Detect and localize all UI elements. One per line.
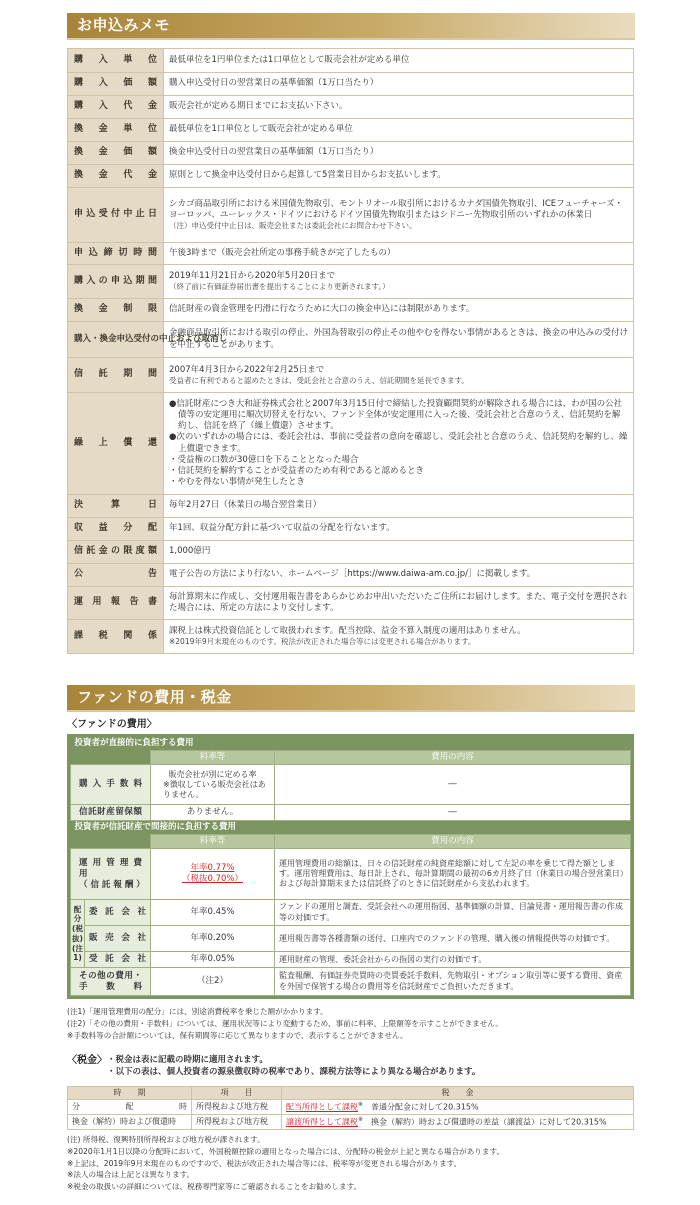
alloc-content: 運用財産の管理、委託会社からの指図の実行の対価です。 (275, 952, 631, 968)
other-fee-label-sub: 手 数 料 (79, 981, 142, 992)
row-label: 換 金 代 金 (68, 165, 164, 188)
row-label: 換 金 価 額 (68, 142, 164, 165)
row-label: 決 算 日 (68, 495, 164, 518)
row-label: 申込受付中止日 (68, 188, 164, 243)
row-value: ・受益権の口数が30億口を下ることとなった場合 (169, 454, 359, 465)
row-label: 信託金の限度額 (68, 541, 164, 564)
row-value: 最低単位を1口単位として販売会社が定める単位 (164, 119, 634, 142)
mgmt-fee-rate: 年率0.77% (190, 863, 235, 874)
alloc-label: 配分 (73, 904, 82, 924)
tax-detail: 普通分配金に対して20.315% (371, 1103, 479, 1113)
col-content-header: 費用の内容 (275, 835, 631, 849)
row-value: 2007年4月3日から2022年2月25日まで (169, 364, 325, 375)
other-fee-content: 監査報酬、有価証券売買時の売買委託手数料、先物取引・オプション取引等に要する費用、資産を外国で保管する場合の費用等を信託財産でご負担いただきます。 (275, 968, 631, 996)
fee-note: (注1)「運用管理費用の配分」には、別途消費税率を乗じた額がかかります。 (67, 1007, 328, 1016)
mgmt-fee-rate-ex: （税抜0.70%） (181, 874, 243, 885)
tax-header: 税 金 (282, 1087, 634, 1100)
row-label: 購入・換金申込受付の中止および取消し (68, 322, 164, 358)
purchase-fee-label: 購 入 手 数 料 (71, 765, 151, 805)
tax-type: 譲渡所得として課税 (286, 1118, 358, 1128)
mgmt-fee-label: 運 用 管 理 費 用 (79, 857, 142, 879)
fee-note: ※手数料等の合計額については、保有期間等に応じて異なりますので、表示することができません。 (67, 1030, 408, 1040)
row-label: 収 益 分 配 (68, 518, 164, 541)
retention-rate: ありません。 (151, 805, 275, 821)
tax-note: ※税金の取扱いの詳細については、税務専門家等にご確認されることをお勧めします。 (67, 1182, 362, 1192)
row-label: 換 金 単 位 (68, 119, 164, 142)
row-value: 年1回、収益分配方針に基づいて収益の分配を行ないます。 (164, 518, 634, 541)
row-note: 受益者に有利であると認めたときは、受託会社と合意のうえ、信託期間を延長できます。 (169, 375, 469, 385)
alloc-rate: 年率0.20% (151, 926, 275, 952)
tax-note: ※2020年1月1日以降の分配時において、外国税額控除の適用となった場合には、分配時の税金が上記と異なる場合があります。 (67, 1146, 505, 1156)
tax-label: 〈税金〉 (67, 1055, 107, 1066)
alloc-content: 運用報告書等各種書類の送付、口座内でのファンドの管理、購入後の情報提供等の対価です。 (275, 926, 631, 952)
fees-heading: ファンドの費用・税金 (67, 685, 635, 710)
row-label: 購 入 価 額 (68, 73, 164, 96)
mgmt-fee-content: 運用管理費用の総額は、日々の信託財産の純資産総額に対して左記の率を乗じて得た額とします。運用管理費用は、毎日計上され、毎計算期間の最初の6カ月終了日（休業日の場合翌営業日）および毎計算期末または信託終了のときに信託財産から支払われます。 (275, 849, 631, 900)
row-value: 販売会社が定める期日までにお支払い下さい。 (164, 96, 634, 119)
purchase-fee-rate: 販売会社が別に定める率 (168, 769, 257, 779)
row-value: ・やむを得ない事情が発生したとき (169, 476, 306, 487)
row-note: （注）申込受付中止日は、販売会社または委託会社にお問合わせ下さい。 (169, 221, 417, 231)
row-value: 原則として換金申込受付日から起算して5営業日目からお支払いします。 (164, 165, 634, 188)
row-value: 購入申込受付日の翌営業日の基準価額（1万口当たり） (164, 73, 634, 96)
tax-mark: ※ (358, 1101, 364, 1109)
tax-bullet: ・以下の表は、個人投資者の源泉徴収時の税率であり、課税方法等により異なる場合があります。 (107, 1067, 481, 1078)
fee-table (67, 734, 634, 999)
indirect-cost-bar: 投資者が信託財産で間接的に負担する費用 (71, 821, 631, 835)
row-label: 運 用 報 告 書 (68, 587, 164, 620)
row-label: 信 託 期 間 (68, 358, 164, 393)
other-fee-rate: （注2） (151, 968, 275, 996)
alloc-content: ファンドの運用と調査、受託会社への運用指図、基準価額の計算、目論見書・運用報告書の作成等の対価です。 (275, 900, 631, 926)
row-value: 換金申込受付日の翌営業日の基準価額（1万口当たり） (164, 142, 634, 165)
row-label: 繰 上 償 還 (68, 393, 164, 495)
alloc-name: 委託会社 (85, 900, 151, 926)
row-value: ●信託財産につき大和証券株式会社と2007年3月15日付で締結した投資顧問契約が解除される場合には、わが国の公社債等の安定運用に順次切替えを行ない、ファンド全体が安定運用に入った後、受託会社と合意のうえ、信託契約を解約し、信託を終了（繰上償還）させます。 (169, 399, 623, 432)
alloc-rate: 年率0.45% (151, 900, 275, 926)
row-label: 換 金 制 限 (68, 299, 164, 322)
row-label: 課 税 関 係 (68, 620, 164, 654)
tax-period: 分 配 時 (68, 1100, 192, 1115)
col-rate-header: 料率等 (151, 835, 275, 849)
row-value: 毎計算期末に作成し、交付運用報告書をあらかじめお申出いただいたご住所にお届けします。また、電子交付を選択された場合には、所定の方法により交付します。 (164, 587, 634, 620)
row-value: 課税上は株式投資信託として取扱われます。配当控除、益金不算入制度の適用はありません。 (169, 626, 526, 637)
tax-type: 配当所得として課税 (286, 1103, 358, 1113)
retention-content: ― (275, 805, 631, 821)
row-value: 1,000億円 (164, 541, 634, 564)
fees-subheading: 〈ファンドの費用〉 (67, 719, 157, 730)
other-fee-label: その他の費用・ (79, 970, 142, 981)
row-value: 最低単位を1円単位または1口単位として販売会社が定める単位 (164, 49, 634, 73)
tax-note: (注) 所得税、復興特別所得税および地方税が課されます。 (67, 1135, 265, 1144)
row-label: 購入の申込期間 (68, 265, 164, 299)
fee-note: (注2)「その他の費用・手数料」については、運用状況等により変動するため、事前に料率、上限額等を示すことができません。 (67, 1018, 503, 1028)
tax-mark: ※ (358, 1116, 364, 1124)
tax-table (67, 1086, 634, 1130)
tax-header: 項 目 (192, 1087, 282, 1100)
row-value: 信託財産の資金管理を円滑に行なうために大口の換金申込には制限があります。 (164, 299, 634, 322)
tax-note: ※法人の場合は上記とは異なります。 (67, 1170, 195, 1180)
row-note: （終了前に有価証券届出書を提出することにより更新されます。） (169, 282, 390, 292)
direct-cost-bar: 投資者が直接的に負担する費用 (71, 737, 631, 751)
tax-item: 所得税および地方税 (192, 1100, 282, 1115)
purchase-fee-content: ― (275, 765, 631, 805)
tax-header: 時 期 (68, 1087, 192, 1100)
alloc-name: 受託会社 (85, 952, 151, 968)
row-label: 申込締切時間 (68, 243, 164, 265)
row-value: 電子公告の方法により行ない、ホームページ［https://www.daiwa-am.co.jp/］に掲載します。 (164, 564, 634, 587)
row-label: 購 入 単 位 (68, 49, 164, 73)
memo-table (67, 48, 634, 654)
row-label: 購 入 代 金 (68, 96, 164, 119)
row-value: 金融商品取引所における取引の停止、外国為替取引の停止その他やむを得ない事情があるときは、換金の申込みの受付けを中止することがあります。 (164, 322, 634, 358)
purchase-fee-note: ※徴収している販売会社はありません。 (163, 779, 266, 799)
tax-detail: 換金（解約）時および償還時の差益（譲渡益）に対して20.315% (371, 1118, 607, 1128)
row-value: ・信託契約を解約することが受益者のため有利であると認めるとき (169, 465, 425, 476)
mgmt-fee-label-sub: （ 信 託 報 酬 ） (79, 879, 145, 890)
tax-bullet: ・税金は表に記載の時期に適用されます。 (107, 1055, 268, 1065)
row-note: ※2019年9月末現在のものです。税法が改正された場合等には変更される場合があります。 (169, 637, 476, 647)
row-label: 公 告 (68, 564, 164, 587)
alloc-name: 販売会社 (85, 926, 151, 952)
alloc-label-note: (注1) (72, 943, 83, 963)
col-content-header: 費用の内容 (275, 751, 631, 765)
row-value: ●次のいずれかの場合には、委託会社は、事前に受益者の意向を確認し、受託会社と合意のうえ、信託契約を解約し、繰上償還できます。 (169, 432, 628, 454)
retention-label: 信託財産留保額 (71, 805, 151, 821)
row-value: 毎年2月27日（休業日の場合翌営業日） (164, 495, 634, 518)
memo-heading: お申込みメモ (67, 13, 635, 38)
row-value: 2019年11月21日から2020年5月20日まで (169, 271, 336, 282)
row-value: 午後3時まで（販売会社所定の事務手続きが完了したもの） (164, 243, 634, 265)
tax-note: ※上記は、2019年9月末現在のものですので、税法が改正された場合等には、税率等が変更される場合があります。 (67, 1158, 462, 1168)
alloc-label-sub: (税抜) (72, 924, 83, 943)
tax-item: 所得税および地方税 (192, 1115, 282, 1130)
col-rate-header: 料率等 (151, 751, 275, 765)
tax-period: 換金（解約）時および償還時 (68, 1115, 192, 1130)
alloc-rate: 年率0.05% (151, 952, 275, 968)
row-value: シカゴ商品取引所における米国債先物取引、モントリオール取引所におけるカナダ国債先物取引、ICEフューチャーズ・ヨーロッパ、ユーレックス・ドイツにおけるドイツ国債先物取引またはシドニー先物取引所のいずれかの休業日 (169, 199, 624, 221)
